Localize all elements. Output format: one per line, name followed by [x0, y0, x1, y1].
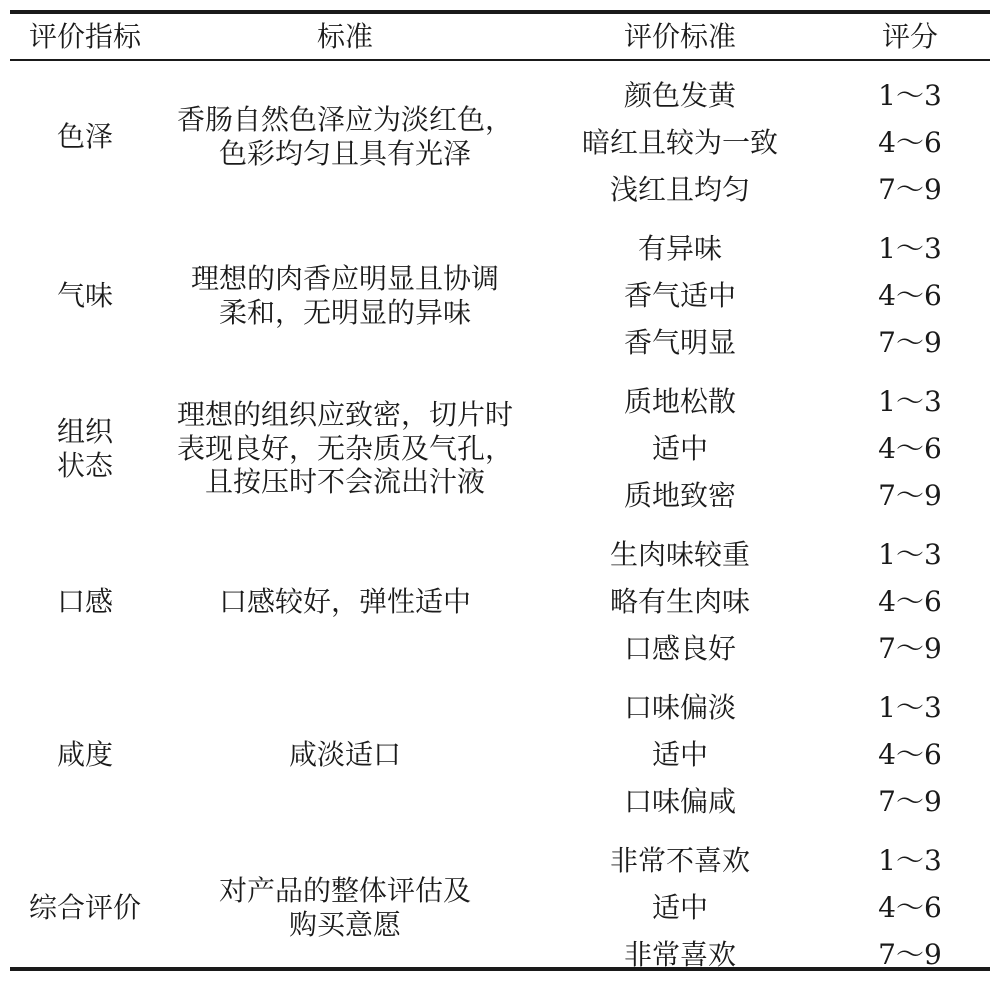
table-body	[10, 60, 990, 978]
criterion-cell: 颜色发黄	[623, 78, 736, 112]
score-cell: 1～3	[878, 384, 942, 418]
criterion-cell: 略有生肉味	[609, 584, 750, 618]
standard-cell	[160, 213, 530, 366]
score-cell: 7～9	[878, 631, 942, 665]
score-cell: 4～6	[878, 737, 942, 771]
indicator-cell	[10, 672, 160, 825]
header-score: 评分	[881, 20, 938, 54]
table-row	[10, 366, 990, 425]
criterion-cell: 暗红且较为一致	[581, 125, 778, 159]
standard-text: 理想的组织应致密，切片时	[176, 398, 513, 432]
standard-cell	[160, 672, 530, 825]
criterion-cell: 香气适中	[623, 278, 736, 312]
criterion-cell: 适中	[651, 737, 708, 771]
criterion-cell: 非常喜欢	[623, 937, 736, 971]
criterion-cell: 质地致密	[623, 478, 736, 512]
score-cell: 4～6	[878, 278, 942, 312]
score-cell: 7～9	[878, 937, 942, 971]
standard-text: 咸淡适口	[288, 737, 401, 771]
standard-cell	[160, 519, 530, 672]
indicator-text: 综合评价	[28, 890, 141, 924]
score-cell: 4～6	[878, 890, 942, 924]
indicator-cell	[10, 519, 160, 672]
standard-cell	[160, 60, 530, 213]
sensory-evaluation-table	[10, 14, 990, 978]
score-cell: 1～3	[878, 690, 942, 724]
standard-text: 柔和，无明显的异味	[218, 295, 471, 329]
standard-text: 对产品的整体评估及	[218, 873, 471, 907]
criterion-cell: 口感良好	[623, 631, 736, 665]
header-row	[10, 14, 990, 60]
score-cell: 1～3	[878, 231, 942, 265]
standard-text: 香肠自然色泽应为淡红色，	[176, 102, 513, 136]
score-cell: 7～9	[878, 325, 942, 359]
table-row	[10, 213, 990, 272]
score-cell: 7～9	[878, 784, 942, 818]
indicator-text: 组织	[56, 414, 113, 448]
indicator-cell	[10, 366, 160, 519]
indicator-cell	[10, 825, 160, 978]
table-row	[10, 60, 990, 119]
score-cell: 1～3	[878, 843, 942, 877]
standard-text: 口感较好，弹性适中	[218, 584, 471, 618]
score-cell: 4～6	[878, 431, 942, 465]
indicator-text: 咸度	[56, 737, 113, 771]
criterion-cell: 生肉味较重	[609, 537, 750, 571]
score-cell: 1～3	[878, 78, 942, 112]
indicator-cell	[10, 213, 160, 366]
criterion-cell: 口味偏咸	[623, 784, 736, 818]
score-cell: 7～9	[878, 172, 942, 206]
score-cell: 1～3	[878, 537, 942, 571]
table-row	[10, 519, 990, 578]
indicator-cell	[10, 60, 160, 213]
criterion-cell: 适中	[651, 431, 708, 465]
score-cell: 4～6	[878, 125, 942, 159]
standard-text: 且按压时不会流出汁液	[204, 465, 485, 499]
score-cell: 7～9	[878, 478, 942, 512]
indicator-text: 气味	[56, 278, 113, 312]
criterion-cell: 非常不喜欢	[609, 843, 750, 877]
indicator-text: 色泽	[56, 119, 113, 153]
indicator-text: 状态	[56, 448, 113, 482]
criterion-cell: 香气明显	[623, 325, 736, 359]
standard-text: 理想的肉香应明显且协调	[190, 261, 499, 295]
header-standard: 标准	[316, 20, 373, 54]
standard-text: 表现良好，无杂质及气孔，	[176, 431, 513, 465]
criterion-cell: 口味偏淡	[623, 690, 736, 724]
header-indicator: 评价指标	[28, 20, 141, 54]
standard-cell	[160, 366, 530, 519]
criterion-cell: 质地松散	[623, 384, 736, 418]
criterion-cell: 有异味	[637, 231, 722, 265]
standard-text: 色彩均匀且具有光泽	[218, 136, 471, 170]
standard-cell	[160, 825, 530, 978]
table-row	[10, 672, 990, 731]
standard-text: 购买意愿	[288, 907, 401, 941]
indicator-text: 口感	[56, 584, 113, 618]
header-criterion: 评价标准	[623, 20, 736, 54]
criterion-cell: 适中	[651, 890, 708, 924]
score-cell: 4～6	[878, 584, 942, 618]
criterion-cell: 浅红且均匀	[609, 172, 750, 206]
table-row	[10, 825, 990, 884]
